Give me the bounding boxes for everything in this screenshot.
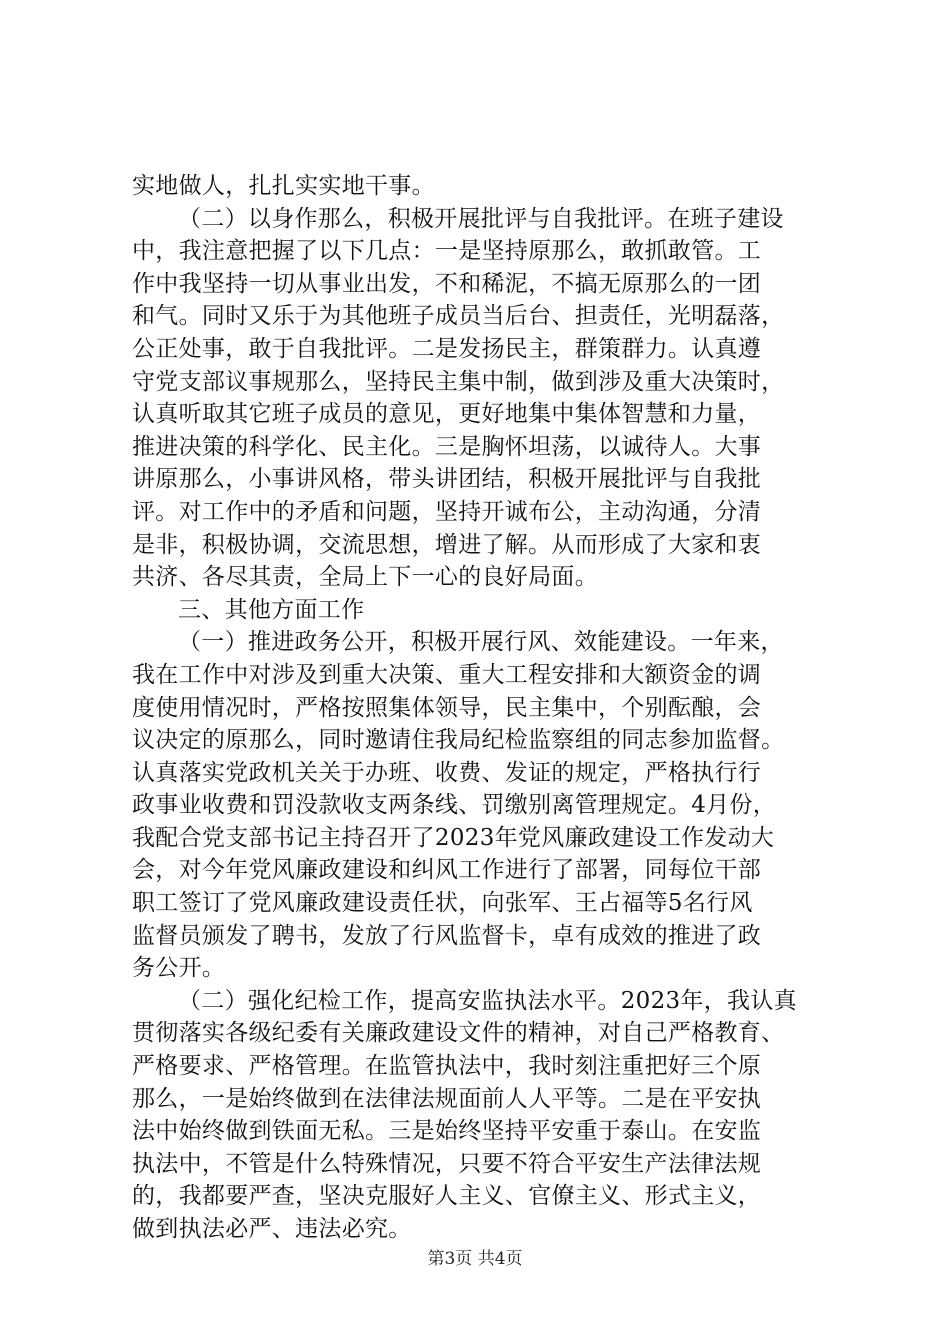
text-line: 公正处事，敢于自我批评。二是发扬民主，群策群力。认真遵 bbox=[132, 335, 762, 362]
document-body bbox=[132, 170, 822, 1246]
text-line: 讲原那么，小事讲风格，带头讲团结，积极开展批评与自我批 bbox=[132, 466, 762, 493]
text-line: 职工签订了党风廉政建设责任状，向张军、王占福等5名行风 bbox=[132, 890, 753, 917]
text-line: 议决定的原那么，同时邀请住我局纪检监察组的同志参加监督。 bbox=[132, 727, 785, 754]
text-line: （一）推进政务公开，积极开展行风、效能建设。一年来， bbox=[178, 629, 784, 656]
text-line: 中，我注意把握了以下几点：一是坚持原那么，敢抓敢管。工 bbox=[132, 238, 762, 265]
text-line: 法中始终做到铁面无私。三是始终坚持平安重于泰山。在安监 bbox=[132, 1118, 762, 1145]
text-line: 认真听取其它班子成员的意见，更好地集中集体智慧和力量， bbox=[132, 401, 762, 428]
text-line: 监督员颁发了聘书，发放了行风监督卡，卓有成效的推进了政 bbox=[132, 922, 762, 949]
text-line: 作中我坚持一切从事业出发，不和稀泥，不搞无原那么的一团 bbox=[132, 270, 762, 297]
text-line: 严格要求、严格管理。在监管执法中，我时刻注重把好三个原 bbox=[132, 1053, 762, 1080]
text-line: 实地做人，扎扎实实地干事。 bbox=[132, 173, 435, 199]
text-line: 推进决策的科学化、民主化。三是胸怀坦荡，以诚待人。大事 bbox=[132, 433, 762, 460]
text-line: 贯彻落实各级纪委有关廉政建设文件的精神，对自己严格教育、 bbox=[132, 1020, 785, 1047]
text-line: 做到执法必严、违法必究。 bbox=[132, 1216, 412, 1242]
text-line: 我配合党支部书记主持召开了2023年党风廉政建设工作发动大 bbox=[132, 824, 775, 851]
page-footer: 第3页 共4页 bbox=[427, 1249, 523, 1269]
text-line: 执法中，不管是什么特殊情况，只要不符合平安生产法律法规 bbox=[132, 1150, 762, 1177]
text-line: 那么，一是始终做到在法律法规面前人人平等。二是在平安执 bbox=[132, 1085, 762, 1112]
text-line: 和气。同时又乐于为其他班子成员当后台、担责任，光明磊落， bbox=[132, 303, 785, 330]
text-line: 的，我都要严查，坚决克服好人主义、官僚主义、形式主义， bbox=[132, 1183, 762, 1210]
text-line: 度使用情况时，严格按照集体领导，民主集中，个别酝酿，会 bbox=[132, 694, 762, 721]
text-line: （二）以身作那么，积极开展批评与自我批评。在班子建设 bbox=[178, 205, 784, 232]
text-line: （二）强化纪检工作，提高安监执法水平。2023年，我认真 bbox=[178, 987, 797, 1014]
text-line: 务公开。 bbox=[132, 955, 226, 982]
text-line: 三、其他方面工作 bbox=[178, 596, 365, 623]
text-line: 守党支部议事规那么，坚持民主集中制，做到涉及重大决策时， bbox=[132, 368, 785, 395]
text-line: 我在工作中对涉及到重大决策、重大工程安排和大额资金的调 bbox=[132, 661, 762, 688]
text-line: 会，对今年党风廉政建设和纠风工作进行了部署，同每位干部 bbox=[132, 857, 762, 884]
text-line: 政事业收费和罚没款收支两条线、罚缴别离管理规定。4月份， bbox=[132, 792, 777, 819]
text-line: 共济、各尽其责，全局上下一心的良好局面。 bbox=[132, 564, 598, 591]
text-line: 评。对工作中的矛盾和问题，坚持开诚布公，主动沟通，分清 bbox=[132, 498, 762, 525]
text-line: 是非，积极协调，交流思想，增进了解。从而形成了大家和衷 bbox=[132, 531, 762, 558]
text-line: 认真落实党政机关关于办班、收费、发证的规定，严格执行行 bbox=[132, 759, 762, 786]
